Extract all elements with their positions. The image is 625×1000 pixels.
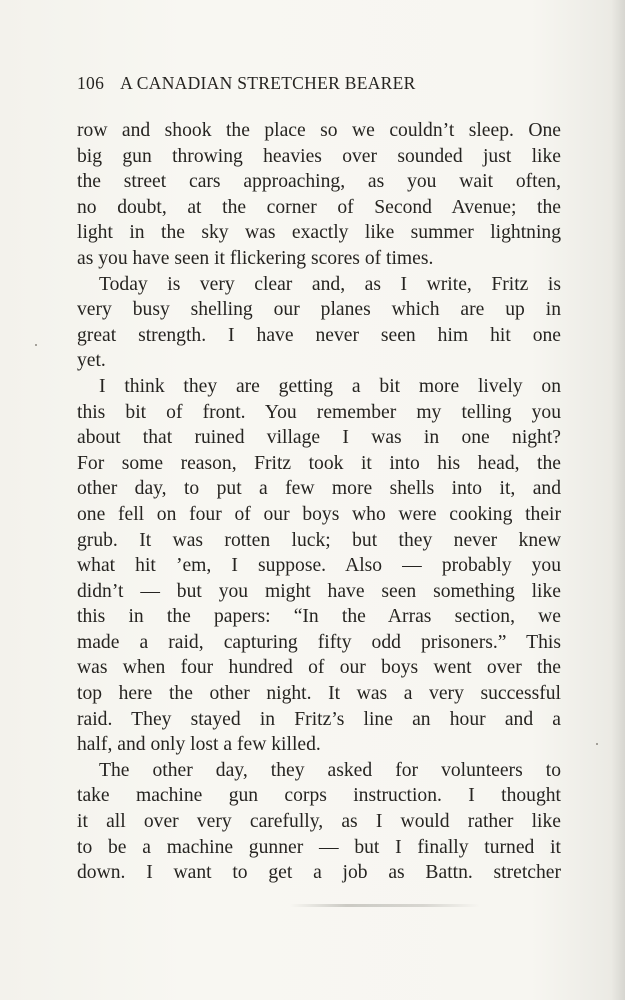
text-line: other day, to put a few more shells into it, and: [77, 478, 561, 500]
text-line: one fell on four of our boys who were cooking their: [77, 503, 561, 525]
running-header: [77, 73, 416, 94]
text-line: For some reason, Fritz took it into his head, the: [77, 452, 561, 474]
text-line: the street cars approaching, as you wait often,: [77, 171, 561, 193]
text-line: great strength. I have never seen him hit one: [77, 324, 561, 346]
text-line: didn’t — but you might have seen something like: [77, 580, 561, 602]
text-line: yet.: [77, 350, 106, 372]
text-line: this in the papers: “In the Arras section, we: [77, 606, 561, 628]
text-line: was when four hundred of our boys went over the: [77, 657, 561, 679]
text-line: grub. It was rotten luck; but they never knew: [77, 529, 561, 551]
text-line: as you have seen it flickering scores of times.: [77, 247, 434, 269]
text-line: I think they are getting a bit more lively on: [99, 375, 561, 397]
text-line: very busy shelling our planes which are up in: [77, 299, 561, 321]
print-speck: [596, 743, 598, 745]
text-line: big gun throwing heavies over sounded just like: [77, 145, 561, 167]
text-line: raid. They stayed in Fritz’s line an hour and a: [77, 708, 561, 730]
text-line: Today is very clear and, as I write, Fritz is: [99, 273, 561, 295]
text-line: light in the sky was exactly like summer lightning: [77, 222, 561, 244]
page-number: 106: [77, 73, 105, 93]
running-title: A CANADIAN STRETCHER BEARER: [120, 73, 416, 93]
text-line: this bit of front. You remember my telling you: [77, 401, 561, 423]
text-line: about that ruined village I was in one night?: [77, 427, 561, 449]
body-text: [77, 118, 561, 886]
text-line: no doubt, at the corner of Second Avenue; the: [77, 196, 561, 218]
text-line: down. I want to get a job as Battn. stretcher: [77, 862, 561, 884]
text-line: it all over very carefully, as I would rather like: [77, 811, 561, 833]
text-line: made a raid, capturing fifty odd prisoners.” This: [77, 631, 561, 653]
text-line: The other day, they asked for volunteers to: [99, 759, 561, 781]
text-line: take machine gun corps instruction. I thought: [77, 785, 561, 807]
print-speck: [35, 344, 37, 346]
text-line: what hit ’em, I suppose. Also — probably you: [77, 555, 561, 577]
text-line: top here the other night. It was a very successful: [77, 683, 561, 705]
text-line: to be a machine gunner — but I finally turned it: [77, 836, 561, 858]
text-line: half, and only lost a few killed.: [77, 734, 321, 756]
page-edge-shadow: [611, 0, 625, 1000]
print-smudge: [290, 904, 480, 907]
text-line: row and shook the place so we couldn’t sleep. One: [77, 120, 561, 141]
